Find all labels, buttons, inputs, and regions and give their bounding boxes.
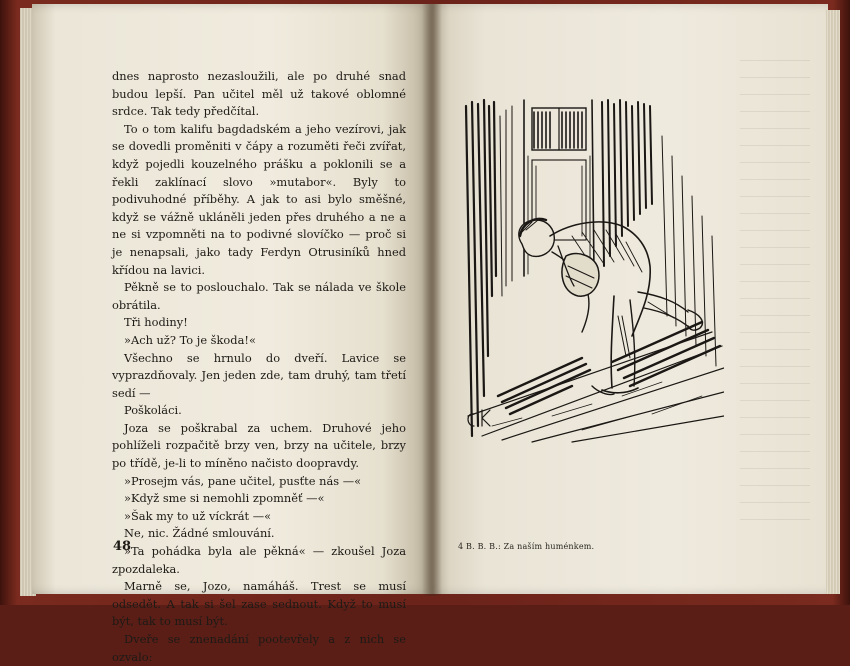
- boy-at-door-illustration: [462, 96, 724, 444]
- paragraph: dnes naprosto nezasloužili, ale po druhé snad budou lepší. Pan učitel měl už takové oblomné srdce. Tak tedy předčítal.: [112, 69, 406, 119]
- paragraph: »Ta pohádka byla ale pěkná« — zkoušel Joza zpozdaleka.: [112, 544, 406, 576]
- paragraph: »Když sme si nemohli zpomněť —«: [124, 491, 325, 506]
- paragraph: To o tom kalifu bagdadském a jeho vezírovi, jak se dovedli proměniti v čápy a rozuměti řeči zvířat, když pojedli kouzelného prášku a poklonili se a řekli zaklínací slovo »mutabor«. Byly to podivuhodné příběhy. A jak to asi bylo směšné, když se vážně ukláněli jeden přes druhého a ne a ne si vzpomněti na to podivné slovíčko — proč si je nenapsali, jako tady Ferdyn Otrusiníků hned křídou na lavici.: [112, 121, 406, 277]
- right-page-stack: [826, 10, 840, 594]
- left-page-text: [112, 68, 406, 666]
- paragraph: Dveře se znenadání pootevřely a z nich se ozvalo:: [112, 632, 406, 664]
- book-gutter: [422, 4, 442, 596]
- footer-note: 4 B. B. B.: Za naším huménkem.: [458, 542, 595, 551]
- paragraph: Pěkně se to poslouchalo. Tak se nálada ve škole obrátila.: [112, 280, 406, 312]
- paragraph: Joza se poškrabal za uchem. Druhové jeho pohlíželi rozpačitě brzy ven, brzy na učitele, brzy po třídě, je-li to míněno načisto doopravdy.: [112, 420, 406, 471]
- paragraph: Poškoláci.: [124, 403, 182, 418]
- paragraph: »Prosejm vás, pane učitel, pusťte nás —«: [124, 473, 362, 488]
- paragraph: Všechno se hrnulo do dveří. Lavice se vyprazdňovaly. Jen jeden zde, tam druhý, tam třetí sedí —: [112, 350, 406, 400]
- page-number: 48: [113, 539, 132, 554]
- paragraph: »Ach už? To je škoda!«: [124, 332, 256, 347]
- paragraph: »Šak my to už víckrát —«: [124, 508, 272, 523]
- show-through-text: [740, 60, 810, 530]
- paragraph: Marně se, Jozo, namáháš. Trest se musí odsedět. A tak si šel zase sednout. Když to musí být, tak to musí být.: [112, 579, 406, 629]
- paragraph: Ne, nic. Žádné smlouvání.: [124, 526, 275, 541]
- paragraph: Tři hodiny!: [124, 315, 188, 330]
